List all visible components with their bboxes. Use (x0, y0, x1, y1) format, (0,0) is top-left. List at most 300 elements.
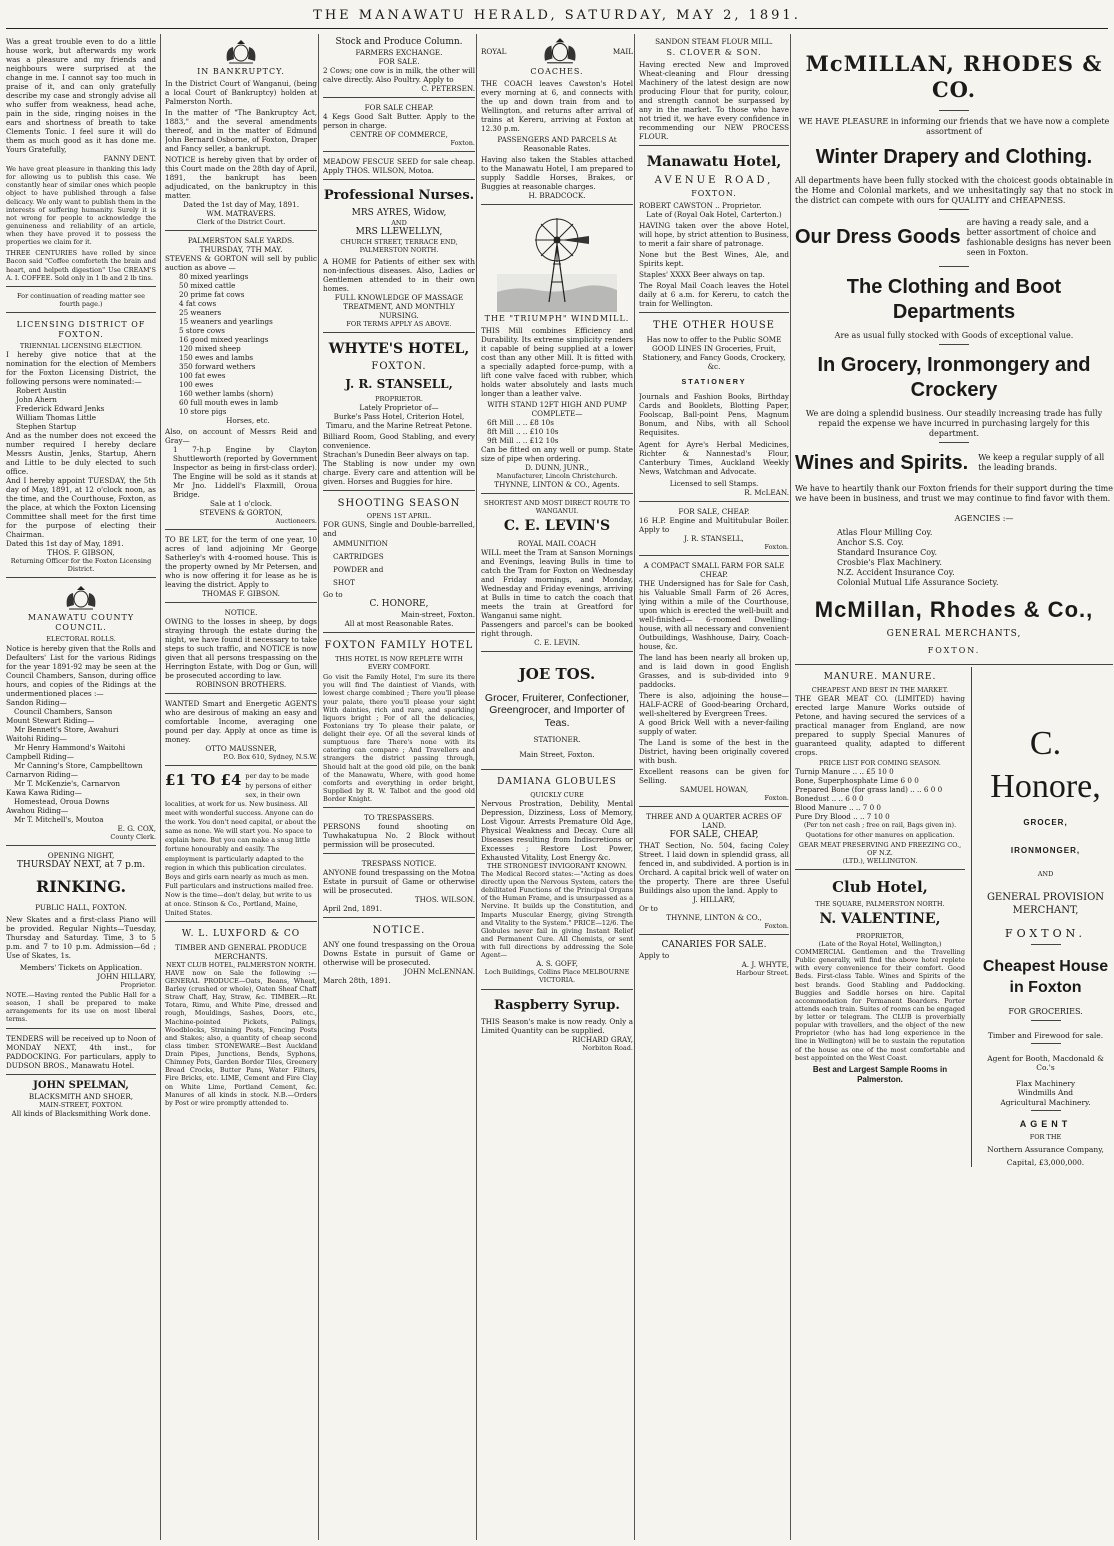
mcm-title: McMILLAN, RHODES & CO. (805, 51, 1103, 103)
farm-land: The land has been nearly all broken up, and is laid down in good English Grasses, and is sub-divided into 9 paddocks. (639, 652, 789, 689)
royal-mail-coaches-ad (481, 34, 633, 205)
spelman-body: All kinds of Blacksmithing Work done. (11, 1109, 151, 1119)
sale-engine: 1 7-h.p Engine by Clayton Shuttleworth (reported by Government Inspector as being in first-class order). The Engine will be sold as it stands at Mr Jno. Liddell's Flaxmill, Oroua Bridge. (173, 445, 317, 500)
divider (1031, 1043, 1061, 1044)
engine-signature: J. R. STANSELL, (684, 533, 744, 543)
council-subtitle: ELECTORAL ROLLS. (46, 635, 116, 644)
luxford-body: HAVE now on Sale the following :— GENERAL PRODUCE—Oats, Beans, Wheat, Barley (crushed or whole), Oaten Sheaf Chaff Straw Chaff, Hay, Straw, &c. TIMBER.—Rt. Totara, Rimu, and White Pine, dressed and rough, Mouldings, Sashes, Doors, etc., Machine-pointed Pickets, Palings, Woodblocks, Straining Posts, Fencing Posts and Stakes; also, a quantity of cheap second class timber. STONEWARE—Best Auckland Drain Pipes, Junctions, Bends, Syphons, Chimney Pots, Garden Border Tiles, Greenery Bread Crocks, Butter Pans, Water Filters, Fire Bricks, etc. LIME, Cement and Fire Clay on White Lime, Portland Cement, &c. Manures of all kinds in stock. N.B.—Orders by Post or wire promptly attended to. (165, 968, 317, 1107)
stock-item: 5 store cows (179, 326, 225, 336)
rink-opening: OPENING NIGHT, (47, 850, 115, 860)
divider (1031, 1110, 1061, 1111)
nurses-title: Professional Nurses. (323, 188, 475, 204)
royal-left: ROYAL (481, 46, 507, 56)
riding-place: Mr T. Mitchell's, Moutoa (14, 814, 104, 824)
stock-item: 80 mixed yearlings (179, 272, 249, 282)
council-title: MANAWATU COUNTY COUNCIL. (27, 613, 135, 633)
club-body: COMMERCIAL Gentlemen and the Travelling Public generally, will find the above hotel replete with every convenience for their comfort. Good Beds. First-class Table. Wines and Spirits of the best brands. Good Stabling and Paddocking. Buggies and Saddle horses on hire. Capital accommodation for Permanent Boarders. Porter attends each train. Suites of rooms can be engaged by letter or telegram. The CLUB is proverbially popular with travellers, and the object of the new Proprietor (who has had long experience in the line in Wellington) will be to sustain the reputation of the house as one of the most comfortable and best appointed on the West Coast. (795, 948, 965, 1062)
mh-wines: None but the Best Wines, Ale, and Spirits kept. (639, 250, 789, 268)
levin-route: SHORTEST AND MOST DIRECT ROUTE TO WANGANUI. (484, 499, 630, 516)
mcm-role: GENERAL MERCHANTS, (886, 629, 1022, 639)
agency-item: Crosbie's Flax Machinery. (837, 557, 942, 567)
sale-signature: STEVENS & GORTON, (199, 508, 283, 518)
money-headline: £1 TO £4 (165, 771, 242, 790)
trespassers-ad (323, 810, 475, 854)
nurses-ad (323, 182, 475, 332)
stansell-name: J. R. STANSELL, (345, 376, 453, 391)
mh-beer: Staples' XXXX Beer always on tap. (639, 270, 765, 279)
licensing-meeting: And I hereby appoint TUESDAY, the 5th day of May, 1891, at 12 o'clock noon, as the time, and the Courthouse, Foxton, as the place, at which the Foxton Licensing Committee shall meet for the first time for the purpose of electing their Chairman. (6, 476, 156, 540)
mill-price: 9ft Mill .. .. £12 10s (487, 436, 559, 445)
riding: Kawa Kawa Riding— (6, 787, 82, 797)
tresp2-title: TRESPASS NOTICE. (361, 859, 437, 869)
rink-role: Proprietor. (120, 980, 156, 989)
honore-capital: Capital, £3,000,000. (1006, 1157, 1085, 1167)
engine-body: 16 H.P. Engine and Multitubular Boiler. Apply to (639, 515, 789, 534)
licensing-body: I hereby give notice that at the nomination for the election of Members for the Foxton Licensing District, the following persons were nominated:— (6, 350, 156, 387)
stansell-role: PROPRIETOR. (375, 394, 423, 403)
rink-signature: JOHN HILLARY, (97, 971, 156, 981)
licensing-subtitle: TRIENNIAL LICENSING ELECTION. (19, 342, 143, 350)
wines-heading: Wines and Spirits. (795, 451, 969, 474)
riding: Campbell Riding— (6, 751, 74, 761)
shoot-title: SHOOTING SEASON (337, 497, 461, 509)
oh-body: Has now to offer to the Public SOME GOOD LINES IN Groceries, Fruit, Stationery, and Fancy Goods, Crockery, &c. (642, 334, 786, 371)
tender-ad: TENDERS will be received up to Noon of MONDAY NEXT, 4th inst., for PADDOCKING. For particulars, apply to DUDSON BROS., Manawatu Hotel. (6, 1031, 156, 1075)
guarantee-text: We have great pleasure in thanking this lady for allowing us to publish this case. We constantly hear of similar ones which people object to have published through a false delicacy. We only want to publish them in the interests of suffering humanity. Surely it is not wrong for people to acknowledge the genuineness and reliability of an article, when they have proved it to possess the properties we claim for it. (6, 165, 156, 247)
farm-orchard: There is also, adjoining the house— HALF-ACRE of Good-bearing Orchard, well-sheltered by Evergreen Trees. (639, 690, 789, 718)
stock-item: 150 ewes and lambs (179, 353, 254, 363)
agents-wanted-ad (165, 696, 317, 766)
club-address: THE SQUARE, PALMERSTON NORTH. (815, 900, 945, 909)
riding: Sandon Riding— (6, 697, 67, 707)
mill-price: 8ft Mill .. .. £10 10s (487, 427, 559, 436)
agency-list (795, 528, 1113, 588)
rink-members: Members' Tickets on Application. (19, 962, 143, 972)
rinking-ad (6, 848, 156, 1029)
tresp2-date: April 2nd, 1891. (323, 904, 383, 914)
agents-address: P.O. Box 610, Sydney, N.S.W. (223, 753, 317, 762)
honore-grocer: GROCER, (1023, 818, 1068, 828)
acres-title: THREE AND A QUARTER ACRES OF LAND. (646, 811, 782, 830)
honore-title: C. Honore, (990, 725, 1101, 805)
sale-role: Auctioneers. (275, 517, 317, 526)
family-hotel-ad (323, 635, 475, 808)
oh-title: THE OTHER HOUSE (653, 320, 775, 331)
mcm-intro: WE HAVE PLEASURE in informing our friends that we have now a complete assortment of (798, 116, 1110, 136)
licensing-names (6, 386, 156, 431)
bankruptcy-role: Clerk of the District Court. (196, 218, 286, 226)
spelman-address: MAIN-STREET, FOXTON. (39, 1101, 123, 1109)
club-hotel-ad (795, 872, 965, 1088)
column-2 (160, 34, 321, 1540)
honore-flax: Flax Machinery Windmills And Agricultural Machinery. (1000, 1078, 1091, 1107)
divider (939, 442, 969, 443)
rasp-body: THIS Season's make is now ready. Only a Limited Quantity can be supplied. (481, 1016, 633, 1035)
shooting-season-ad (323, 493, 475, 634)
notice-title: NOTICE. (224, 608, 258, 618)
column-1 (6, 34, 160, 1540)
raspberry-syrup-ad (481, 992, 633, 1056)
canary-body: Apply to (639, 951, 670, 961)
shoot-guns: FOR GUNS, Single and Double-barrelled, and (323, 520, 475, 539)
acres-or: Or to (639, 904, 658, 913)
manure-club-column (795, 667, 972, 1167)
acres-place: Foxton. (764, 922, 789, 930)
manure-price: Bonedust .. .. 6 0 0 (795, 793, 864, 803)
triumph-agent: THYNNE, LINTON & CO., Agents. (494, 480, 620, 490)
nominee: John Ahern (16, 395, 57, 405)
levin-title: C. E. LEVIN'S (503, 518, 611, 535)
licensing-date: Dated this 1st day of May, 1891. (6, 539, 124, 549)
let-body: TO BE LET, for the term of one year, 10 acres of land adjoining Mr George Satherley's with 4-roomed house. This is the property owned by Mr Petersen, and who is now offering it for lease as he is leaving the district. Apply to (165, 535, 317, 590)
triumph-title: THE "TRIUMPH" WINDMILL. (484, 314, 630, 323)
testimonial-signature: FANNY DENT. (103, 154, 156, 163)
royal-right: MAIL (612, 46, 633, 56)
manure-ton: (Per ton net cash ; free on rail, Bags given in). (803, 820, 957, 829)
for-sale-heading: FOR SALE. (378, 57, 420, 67)
shoot-address: Main-street, Foxton. (400, 610, 475, 620)
whyte-beer: Strachan's Dunedin Beer always on tap. (323, 449, 470, 459)
club-footer: Best and Largest Sample Rooms in Palmerston. (812, 1064, 948, 1084)
wines-side: We keep a regular supply of all the leading brands. (978, 453, 1105, 472)
levin-subtitle: ROYAL MAIL COACH (517, 538, 597, 548)
divider (939, 344, 969, 345)
stock-list (165, 272, 317, 425)
whyte-title: WHYTE'S HOTEL, (328, 340, 470, 357)
family-poem: Go visit the Family Hotel, I'm sure its there you will find The daintiest of Viands, with lowest charge combined ; There you'll please your palate, there you'll please your sight With dainties, rich and rare, and sparkling liquors bright ; For of all the delicacies, Foxtonians try To please their palate, or delight their eye. Of all the several kinds of sumptuous fare There's none with its catering can compare ; And Travellers and strangers the district passing through, Should halt at the good old pile, on the bank of the Manawatu, Where, with good home comforts and everything in order bright, Supplied by R. W. Talbot and the good old Border Knight. (323, 673, 475, 804)
agents-signature: OTTO MAUSSNER, (205, 744, 277, 754)
divider (939, 110, 969, 111)
nurses-body: A HOME for Patients of either sex with non-infectious diseases. Also, Ladies or Gentlemen attended to in their own homes. (323, 256, 475, 293)
honore-agent-booth: Agent for Booth, Macdonald & Co.'s (987, 1054, 1104, 1073)
honore-ad (972, 667, 1113, 1167)
agents-body: WANTED Smart and Energetic AGENTS who are desirous of making an easy and comfortable Income, averaging one pound per day. Apply at once as time is money. (165, 699, 317, 745)
small-farm-ad (639, 558, 789, 807)
licensing-signature: THOS. F. GIBSON, (47, 548, 115, 558)
nurse-ayres: MRS AYRES, Widow, (351, 207, 447, 218)
stationery-stamps: Licensed to sell Stamps. (669, 478, 759, 488)
stock-item: 10 store pigs (179, 407, 227, 417)
shoot-item: SHOT (333, 578, 355, 588)
sandon-title: SANDON STEAM FLOUR MILL. (655, 37, 773, 46)
coach-parcels: PASSENGERS AND PARCELS At Reasonable Rates. (497, 135, 617, 153)
rink-note: NOTE.—Having rented the Public Hall for a season, I shall be prepared to make arrangements for its use on most liberal terms. (6, 991, 156, 1024)
damiana-body: Nervous Prostration, Debility, Mental Depression, Dizziness, Loss of Memory, Lost Vigour. Arrests Premature Old Age, Physical Weakness and Decay. Cure all Diseases resulting from Indiscretions or Excesses ; Restore Lost Power, Exhausted Vitality, Lost Energy &c. (481, 798, 633, 862)
robinson-notice (165, 605, 317, 694)
acres-signature: J. HILLARY, (692, 895, 736, 904)
stock-item: Horses, etc. (226, 416, 270, 426)
divider (939, 209, 969, 210)
royal-coat-of-arms-icon (61, 585, 101, 611)
mh-body: HAVING taken over the above Hotel, will hope, by strict attention to Business, to merit a fair share of patronage. (639, 221, 789, 248)
damiana-strongest: THE STRONGEST INVIGORANT KNOWN. (487, 861, 627, 870)
manure-price: Pure Dry Blood .. .. 7 10 0 (795, 811, 890, 821)
triumph-windmill-ad (481, 207, 633, 494)
triumph-address: Manufacturer, Lincoln Christchurch. (496, 472, 618, 480)
tos-trade: Grocer, Fruiterer, Confectioner, Greengrocer, and Importer of Teas. (484, 691, 630, 729)
sale-yards-ad (165, 233, 317, 530)
manawatu-hotel-ad (639, 148, 789, 313)
tresp2-signature: THOS. WILSON. (414, 895, 475, 905)
mill-price: 6ft Mill .. .. £8 10s (487, 418, 554, 427)
acres-signature-2: THYNNE, LINTON & CO., (666, 913, 762, 922)
levin-signature: C. E. LEVIN. (534, 637, 580, 647)
honore-and: AND (1037, 870, 1054, 879)
acres-sale: FOR SALE, CHEAP, (669, 829, 759, 840)
cows-signature: C. PETERSEN. (421, 84, 475, 94)
for-groceries: FOR GROCERIES. (1008, 1006, 1083, 1016)
sandon-flour-mill-ad (639, 34, 789, 146)
divider (1031, 1020, 1061, 1021)
nurses-and: AND (391, 218, 407, 227)
nurses-massage: FULL KNOWLEDGE OF MASSAGE TREATMENT, AND MONTHLY NURSING. (334, 292, 464, 320)
manure-place: (LTD.), WELLINGTON. (842, 857, 918, 866)
stationery-agent: Agent for Ayre's Herbal Medicines, Richter & Nannestad's Flour, Canterbury Times, Auckland Weekly News, Watchman and Advocate. (639, 439, 789, 476)
market-title: Stock and Produce Column. (335, 37, 463, 47)
agencies-heading: AGENCIES :— (954, 513, 1014, 523)
farm-body: THE Undersigned has for Sale for Cash, his Valuable Small Farm of 26 Acres, lying within a mile of the Courthouse, upon which is erected the well-built and well-finished— 6-roomed Dwelling-house, with all necessary and convenient Outbuildings, Washhouse, Dairy, Coach-house, &c. (639, 578, 789, 651)
stationery-title: STATIONERY (681, 376, 747, 386)
rasp-title: Raspberry Syrup. (494, 997, 620, 1013)
riding: Awahou Riding— (6, 805, 69, 815)
clover-body: Having erected New and Improved Wheat-cleaning and Flour dressing Machinery of the latest design are now producing Flour that for purity, colour, and strength cannot be surpassed by any in the market. To those who have not tried it, we have every confidence in recommending our NEW PROCESS FLOUR. (639, 60, 789, 141)
spelman-name: JOHN SPELMAN, (33, 1079, 129, 1091)
trespass-notice (323, 856, 475, 918)
damiana-signature: A. S. GOFF, (536, 959, 578, 969)
riding-place: Mr Canning's Store, Campbelltown (14, 760, 143, 770)
winter-heading: Winter Drapery and Clothing. (815, 145, 1093, 168)
tresp-body: PERSONS found shooting on Tuwhakatupua No. 2 Block without permission will be prosecuted. (323, 822, 475, 850)
riding-place: Mr Henry Hammond's Waitohi (14, 742, 126, 752)
wines-body: We have to heartily thank our Foxton friends for their support during the time we have been in business, and trust we may continue to find favor with them. (795, 483, 1113, 503)
winter-body: All departments have been fully stocked with the choicest goods obtainable in the Home and Colonial markets, and we unhesitatingly say that no stock in the district can compete with ours for QUALITY and CHEAPNESS. (795, 175, 1113, 205)
nominee: Frederick Edward Jenks (16, 404, 105, 414)
luxford-title: W. L. LUXFORD & CO (181, 929, 301, 940)
mh-title: Manawatu Hotel, (646, 154, 782, 170)
shoot-goto: Go to (323, 590, 343, 600)
grocery-heading: In Grocery, Ironmongery and Crockery (817, 353, 1091, 401)
clover-name: S. CLOVER & SON. (666, 48, 762, 57)
masthead-rule (6, 28, 1108, 29)
whytes-hotel-ad (323, 335, 475, 491)
stationery-signature: R. McLEAN. (744, 487, 789, 497)
to-let-ad (165, 532, 317, 603)
damiana-address: Loch Buildings, Collins Place MELBOURNE VICTORIA. (484, 968, 630, 985)
luxford-address: NEXT CLUB HOTEL, PALMERSTON NORTH. (165, 960, 317, 969)
manure-signature: GEAR MEAT PRESERVING AND FREEZING CO., OF N.Z. (798, 841, 962, 858)
shoot-date: OPENS 1ST APRIL. (366, 512, 432, 521)
bankruptcy-date: Dated the 1st day of May, 1891. (183, 200, 299, 209)
stock-item: 20 prime fat cows (179, 290, 245, 300)
mh-coach: The Royal Mail Coach leaves the Hotel daily at 6 a.m. for Kereru, to catch the train for Wellington. (639, 281, 789, 308)
royal-coat-of-arms-icon (221, 39, 261, 65)
family-subtitle: THIS HOTEL IS NOW REPLETE WITH EVERY COMFORT. (335, 654, 463, 672)
butter-ad (323, 100, 475, 152)
honore-northern: Northern Assurance Company, (987, 1145, 1104, 1155)
bankruptcy-body: NOTICE is hereby given that by order of this Court made on the 28th day of April, 1891, the bankrupt has been adjudicated, on the bankruptcy in this matter. (165, 155, 317, 200)
mcmillan-rhodes-ad (795, 34, 1113, 665)
shoot-items (323, 538, 475, 590)
county-council-notice (6, 580, 156, 845)
riding: Waitohi Riding— (6, 733, 67, 743)
farmers-exchange (323, 34, 475, 98)
canary-title: CANARIES FOR SALE. (661, 940, 767, 951)
riding-place: Homestead, Oroua Downs (14, 796, 110, 806)
rink-date: THURSDAY NEXT, at 7 p.m. (16, 859, 146, 870)
licensing-title: LICENSING DISTRICT OF FOXTON. (16, 320, 146, 339)
coach-body: THE COACH leaves Cawston's Hotel every morning at 6, and connects with the up and down train from and to Wellington, and returns after arrival of trains at Kereru, arriving at Foxton at 12.30 p.m. (481, 79, 633, 133)
royal-coat-of-arms-icon (538, 37, 582, 65)
manure-price: Blood Manure .. .. 7 0 0 (795, 802, 881, 812)
nurses-address: CHURCH STREET, TERRACE END, PALMERSTON NORTH. (340, 238, 458, 255)
shoot-item: AMMUNITION (333, 539, 388, 549)
whyte-billiard: Billiard Room, Good Stabling, and every convenience. (323, 431, 475, 450)
tresp-title: TO TRESPASSERS. (363, 813, 435, 823)
column-6 (790, 34, 1114, 1540)
notice-signature: ROBINSON BROTHERS. (195, 680, 287, 690)
damiana-subtitle: QUICKLY CURE (530, 790, 584, 799)
mclennan-notice (323, 920, 475, 989)
riding-place: Mr Bennett's Store, Awahuri (14, 724, 119, 734)
stansell-hotels: Burke's Pass Hotel, Criterion Hotel, Timaru, and the Marine Retreat Petone. (325, 411, 473, 430)
fescue-ad: MEADOW FESCUE SEED for sale cheap. Apply THOS. WILSON, Motoa. (323, 154, 475, 180)
kegs-body: 4 Kegs Good Salt Butter. Apply to the person in charge. (323, 112, 475, 131)
stock-item: 4 fat cows (179, 299, 217, 309)
whyte-place: FOXTON. (371, 361, 427, 373)
honore-agent: AGENT (1019, 1118, 1072, 1129)
tos-title: JOE TOS. (518, 664, 596, 683)
shoot-rates: All at most Reasonable Rates. (344, 619, 454, 629)
joe-tos-ad (481, 654, 633, 771)
sale-body: STEVENS & GORTON will sell by public auction as above — (165, 254, 317, 273)
canaries-ad (639, 937, 789, 981)
market-subtitle: FARMERS EXCHANGE. (355, 48, 443, 58)
grocery-body: We are doing a splendid business. Our steadily increasing trade has fully repaid the expense we have incurred in purchasing largely for this department. (805, 408, 1103, 438)
manure-price: Prepared Bone (for grass land) .. .. 6 0 0 (795, 784, 943, 794)
farm-signature: SAMUEL HOWAN, (679, 784, 749, 794)
club-title: Club Hotel, (832, 878, 928, 897)
bankruptcy-matter: In the matter of "The Bankruptcy Act, 1883," and the several amendments thereof, and in the matter of Edmund John Bernard Osborne, of Foxton, Draper and Fancy seller, a bankrupt. (165, 108, 317, 153)
levin-body: WILL meet the Tram at Sanson Mornings and Evenings, leaving Bulls in time to catch the Tram for Foxton on Wednesday and Friday mornings, and Monday, Wednesday and Friday evenings, arriving at Bulls in time to catch the coach that meets the train at Greatford for Wanganui same night. (481, 547, 633, 620)
stock-item: 16 good mixed yearlings (179, 335, 269, 345)
triumph-stand: WITH STAND 12FT HIGH AND PUMP COMPLETE— (487, 400, 627, 418)
tresp2-body: ANYONE found trespassing on the Motoa Estate in pursuit of Game or otherwise will be prosecuted. (323, 868, 475, 896)
coach-stables: Having also taken the Stables attached to the Manawatu Hotel, I am prepared to supply Saddle Horses, Brakes, or Buggies at reasonable charges. (481, 155, 633, 191)
coach-signature: H. BRADCOCK. (528, 191, 586, 200)
damiana-ad (481, 772, 633, 989)
mh-road: AVENUE ROAD, (654, 174, 774, 186)
stock-item: 350 forward wethers (179, 362, 256, 372)
bankruptcy-court: In the District Court of Wanganui, (being a local Court of Bankruptcy) holden at Palmerston North. (165, 79, 317, 106)
riding: Mount Stewart Riding— (6, 715, 95, 725)
rasp-address: Norbiton Road. (582, 1043, 633, 1052)
mh-place: FOXTON. (691, 189, 737, 198)
tos-address: Main Street, Foxton. (519, 750, 595, 760)
spelman-ad (6, 1077, 156, 1123)
triumph-signature: D. DUNN, JUNR., (525, 463, 589, 472)
agency-item: Standard Insurance Coy. (837, 547, 938, 557)
family-title: FOXTON FAMILY HOTEL (324, 640, 474, 652)
kegs-signature: CENTRE OF COMMERCE, (350, 130, 448, 140)
money-body: per day to be made by persons of either sex, in their own localities, at work for us. New business. All meet with wonderful success. Anyone can do the work. You don't need capital, or about the same as none. We will start you. No space to explain here. But you can make a snug little fortune honourably and easily. The employment is particularly adapted to the region in which this publication circulates. Boys and girls earn nearly as much as men. Full particulars and instructions mailed free. Now is the time—don't delay, but write to us at once. Stinson & Co., Portland, Maine, United States. (165, 772, 317, 918)
stock-item: 100 fat ewes (179, 371, 226, 381)
coffee-ad: THREE CENTURIES have rolled by since Bacon said "Coffee comforteth the brain and heart, and helpeth digestion" Use CREAM'S A. I. COFFEE. Sold only in 1 lb and 2 lb tins. (6, 249, 156, 282)
nurses-terms: FOR TERMS APPLY AS ABOVE. (346, 319, 452, 328)
nominee: Stephen Startup (16, 422, 77, 432)
agency-item: Colonial Mutual Life Assurance Society. (837, 577, 999, 587)
let-signature: THOMAS F. GIBSON. (202, 589, 280, 599)
manure-body: THE GEAR MEAT CO. (LIMITED) having erected large Manure Works outside of Petone, and having secured the services of a practical manager from England, are now prepared to supply Special Manures of guaranteed quality, adapted to different crops. (795, 693, 965, 757)
mclennan-title: NOTICE. (372, 925, 426, 937)
manure-price-heading: PRICE LIST FOR COMING SEASON. (819, 758, 941, 767)
farm-reasons: Excellent reasons can be given for Selling. (639, 766, 789, 785)
nurse-llewellyn: MRS LLEWELLYN, (355, 227, 443, 237)
farm-well: A good Brick Well with a never-failing supply of water. (639, 717, 789, 736)
ridings-list (6, 698, 156, 824)
windmill-engraving-icon (497, 212, 617, 312)
manure-price-list (795, 767, 965, 821)
nominee: William Thomas Little (16, 413, 97, 423)
mclennan-body: ANY one found trespassing on the Oroua Downs Estate in pursuit of Game or otherwise will be prosecuted. (323, 939, 475, 967)
council-role: County Clerk. (110, 832, 156, 841)
column-5 (634, 34, 793, 1540)
stock-item: 25 weaners (179, 308, 222, 318)
column-3 (318, 34, 479, 1540)
quarter-acres-ad (639, 809, 789, 935)
manure-subtitle: CHEAPEST AND BEST IN THE MARKET. (811, 685, 949, 694)
bankruptcy-notice (165, 34, 317, 231)
triumph-body: THIS Mill combines Efficiency and Durability. Its extreme simplicity renders it capable of being supplied at a lower cost than any other Mill. It is fitted with a specially adapted force-pump, with a lift cone valve faced with rubber, which holds water absolutely and lasts much longer than a leather valve. (481, 326, 633, 398)
luxford-subtitle: TIMBER AND GENERAL PRODUCE MERCHANTS. (175, 942, 307, 961)
manure-price: Turnip Manure .. .. £5 10 0 (795, 766, 894, 776)
engine-place: Foxton. (764, 542, 789, 551)
stock-item: 100 ewes (179, 380, 214, 390)
dress-heading: Our Dress Goods (795, 226, 961, 248)
stock-item: 120 mixed sheep (179, 344, 241, 354)
canary-address: Harbour Street. (736, 969, 789, 978)
boot-body: Are as usual fully stocked with Goods of exceptional value. (834, 330, 1074, 340)
engine-title: FOR SALE, CHEAP. (678, 506, 750, 516)
licensing-notice (6, 315, 156, 578)
sale-also: Also, on account of Messrs Reid and Gray— (165, 427, 317, 446)
canary-signature: A. J. WHYTE, (741, 960, 789, 970)
rink-body: New Skates and a first-class Piano will be provided. Regular Nights—Tuesday, Thursday and Saturday. Time, 3 to 5 p.m. and 7 to 10 p.m. Admission—6d ; Use of Skates, 1s. (6, 914, 156, 960)
sale-title: PALMERSTON SALE YARDS. (187, 236, 295, 246)
mclennan-signature: JOHN McLENNAN. (404, 966, 475, 976)
damiana-record: The Medical Record states:—"Acting as does directly upon the Nervous System, caters the debilitated Functions of the Principal Organs of the Human Frame, and is unsurpassed as a Nervine. It builds up the Constitution, and Imparts Muscular Energy, giving Strength and Vitality to the System." PRICE—12/6. The Globules never fail in giving Instant Relief and Permanent Cure. All Chemists, or sent with full directions by addressing the Sole Agent— (481, 869, 633, 960)
stock-item: 60 full mouth ewes in lamb (179, 398, 279, 408)
honore-for-the: FOR THE (1029, 1133, 1062, 1142)
farm-best: The Land is some of the best in the District, having been originally covered with bush. (639, 737, 789, 765)
levin-coach-ad (481, 496, 633, 652)
money-ad (165, 768, 317, 922)
licensing-role: Returning Officer for the Foxton Licensing District. (10, 557, 152, 574)
honore-place: FOXTON. (1004, 927, 1087, 941)
cheapest-house: Cheapest House in Foxton (982, 958, 1109, 996)
mh-proprietor: ROBERT CAWSTON .. Proprietor. (639, 201, 762, 210)
rink-title: RINKING. (35, 876, 127, 896)
tos-stationer: STATIONER. (533, 735, 581, 745)
mh-late: Late of (Royal Oak Hotel, Carterton.) (646, 210, 782, 219)
coaches-title: COACHES. (530, 67, 584, 76)
triumph-fit: Can be fitted on any well or pump. State size of pipe when ordering. (481, 445, 633, 463)
shoot-item: CARTRIDGES (333, 552, 384, 562)
stansell-late: Lately Proprietor of— (359, 402, 439, 412)
rasp-signature: RICHARD GRAY, (572, 1034, 633, 1044)
honore-ironmonger: IRONMONGER, (1010, 846, 1081, 856)
manure-quote: Quotations for other manures on application. (805, 830, 955, 839)
manure-price: Bone, Superphosphate Lime 6 0 0 (795, 775, 919, 785)
